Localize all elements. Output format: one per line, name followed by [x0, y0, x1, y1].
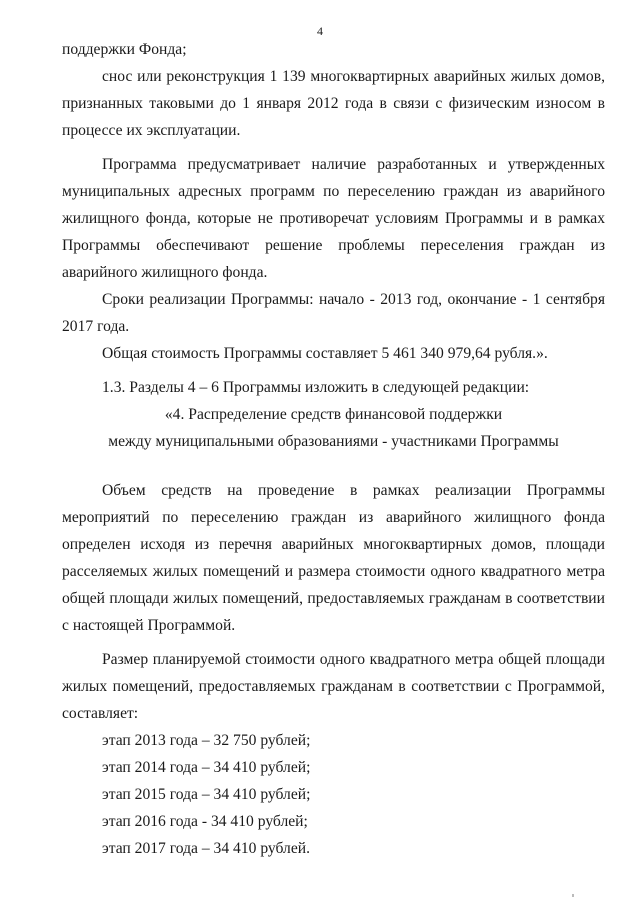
document-body	[62, 36, 605, 862]
paragraph-total-cost: Общая стоимость Программы составляет 5 461 340 979,64 рубля.».	[102, 345, 548, 362]
paragraph-cost-per-sqm: Размер планируемой стоимости одного квадратного метра общей площади жилых помещений, предоставляемых гражданам в соответствии с Программой, составляет:	[62, 651, 605, 722]
paragraph-sections-amendment: 1.3. Разделы 4 – 6 Программы изложить в следующей редакции:	[102, 379, 530, 396]
paragraph-implementation-period: Сроки реализации Программы: начало - 2013 год, окончание - 1 сентября 2017 года.	[62, 291, 605, 335]
stage-item-2016: этап 2016 года - 34 410 рублей;	[102, 813, 308, 830]
stage-cost-list	[62, 727, 605, 862]
scan-artifact	[572, 894, 574, 897]
paragraph-demolition: снос или реконструкция 1 139 многоквартирных аварийных жилых домов, признанных таковыми до 1 января 2012 года в связи с физическим износом в процессе их эксплуатации.	[62, 68, 605, 139]
paragraph-funding-volume: Объем средств на проведение в рамках реализации Программы мероприятий по переселению граждан из аварийного жилищного фонда определен исходя из перечня аварийных многоквартирных домов, площади расселяемых жилых помещений и размера стоимости одного квадратного метра общей площади жилых помещений, предоставляемых гражданам в соответствии с настоящей Программой.	[62, 482, 605, 634]
paragraph-program-provides: Программа предусматривает наличие разработанных и утвержденных муниципальных адресных программ по переселению граждан из аварийного жилищного фонда, которые не противоречат условиям Программы и в рамках Программы обеспечивают решение проблемы переселения граждан из аварийного жилищного фонда.	[62, 156, 605, 281]
page-number: 4	[317, 24, 323, 38]
stage-item-2013: этап 2013 года – 32 750 рублей;	[102, 732, 311, 749]
section-heading-line-1: «4. Распределение средств финансовой поддержки	[164, 406, 503, 423]
paragraph-fund-support: поддержки Фонда;	[62, 41, 187, 58]
stage-item-2015: этап 2015 года – 34 410 рублей;	[102, 786, 311, 803]
stage-item-2017: этап 2017 года – 34 410 рублей.	[102, 840, 311, 857]
stage-item-2014: этап 2014 года – 34 410 рублей;	[102, 759, 311, 776]
section-heading-line-2: между муниципальными образованиями - участниками Программы	[108, 433, 559, 450]
